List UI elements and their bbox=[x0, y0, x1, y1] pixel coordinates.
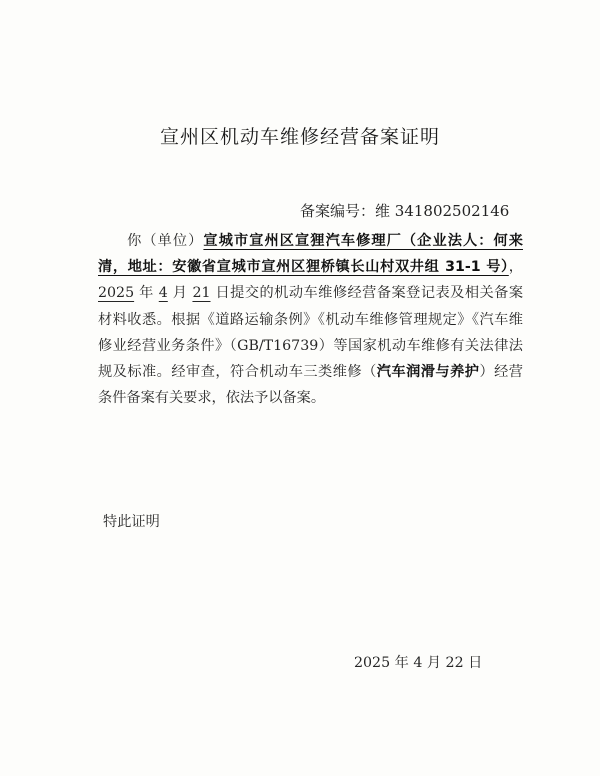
document-title: 宣州区机动车维修经营备案证明 bbox=[159, 126, 440, 148]
month-unit: 月 bbox=[167, 285, 193, 302]
body-comma: ， bbox=[508, 259, 523, 276]
repair-category: 汽车润滑与养护 bbox=[376, 364, 480, 381]
body-text-prefix: 你（单位） bbox=[126, 233, 204, 249]
certificate-body bbox=[98, 228, 523, 411]
closing-statement: 特此证明 bbox=[103, 514, 160, 530]
year-unit: 年 bbox=[134, 285, 159, 302]
submission-year: 2025 bbox=[98, 285, 135, 302]
body-text-main: 日提交的机动车维修经营备案登记表及相关备案材料收悉。根据《道路运输条例》《机动车维修管理规定》《汽车维修业经营业务条件》（GB/T16739）等国家机动车维修有关法律法规及标准。经审查，符合机动车三类维修（ bbox=[98, 285, 524, 381]
record-number-value: 341802502146 bbox=[394, 202, 510, 220]
record-number-label: 备案编号：维 bbox=[300, 202, 391, 220]
issue-date: 2025 年 4 月 22 日 bbox=[354, 655, 483, 671]
applicant-details: 宣城市宣州区宣狸汽车修理厂（企业法人：何来清，地址：安徽省宣城市宣州区狸桥镇长山村双井组 31-1 号） bbox=[98, 233, 523, 276]
record-number-line bbox=[300, 200, 509, 221]
body-text-suffix: ）经营条件备案有关要求，依法予以备案。 bbox=[98, 364, 523, 407]
submission-day: 21 bbox=[192, 285, 211, 302]
submission-month: 4 bbox=[158, 285, 168, 302]
